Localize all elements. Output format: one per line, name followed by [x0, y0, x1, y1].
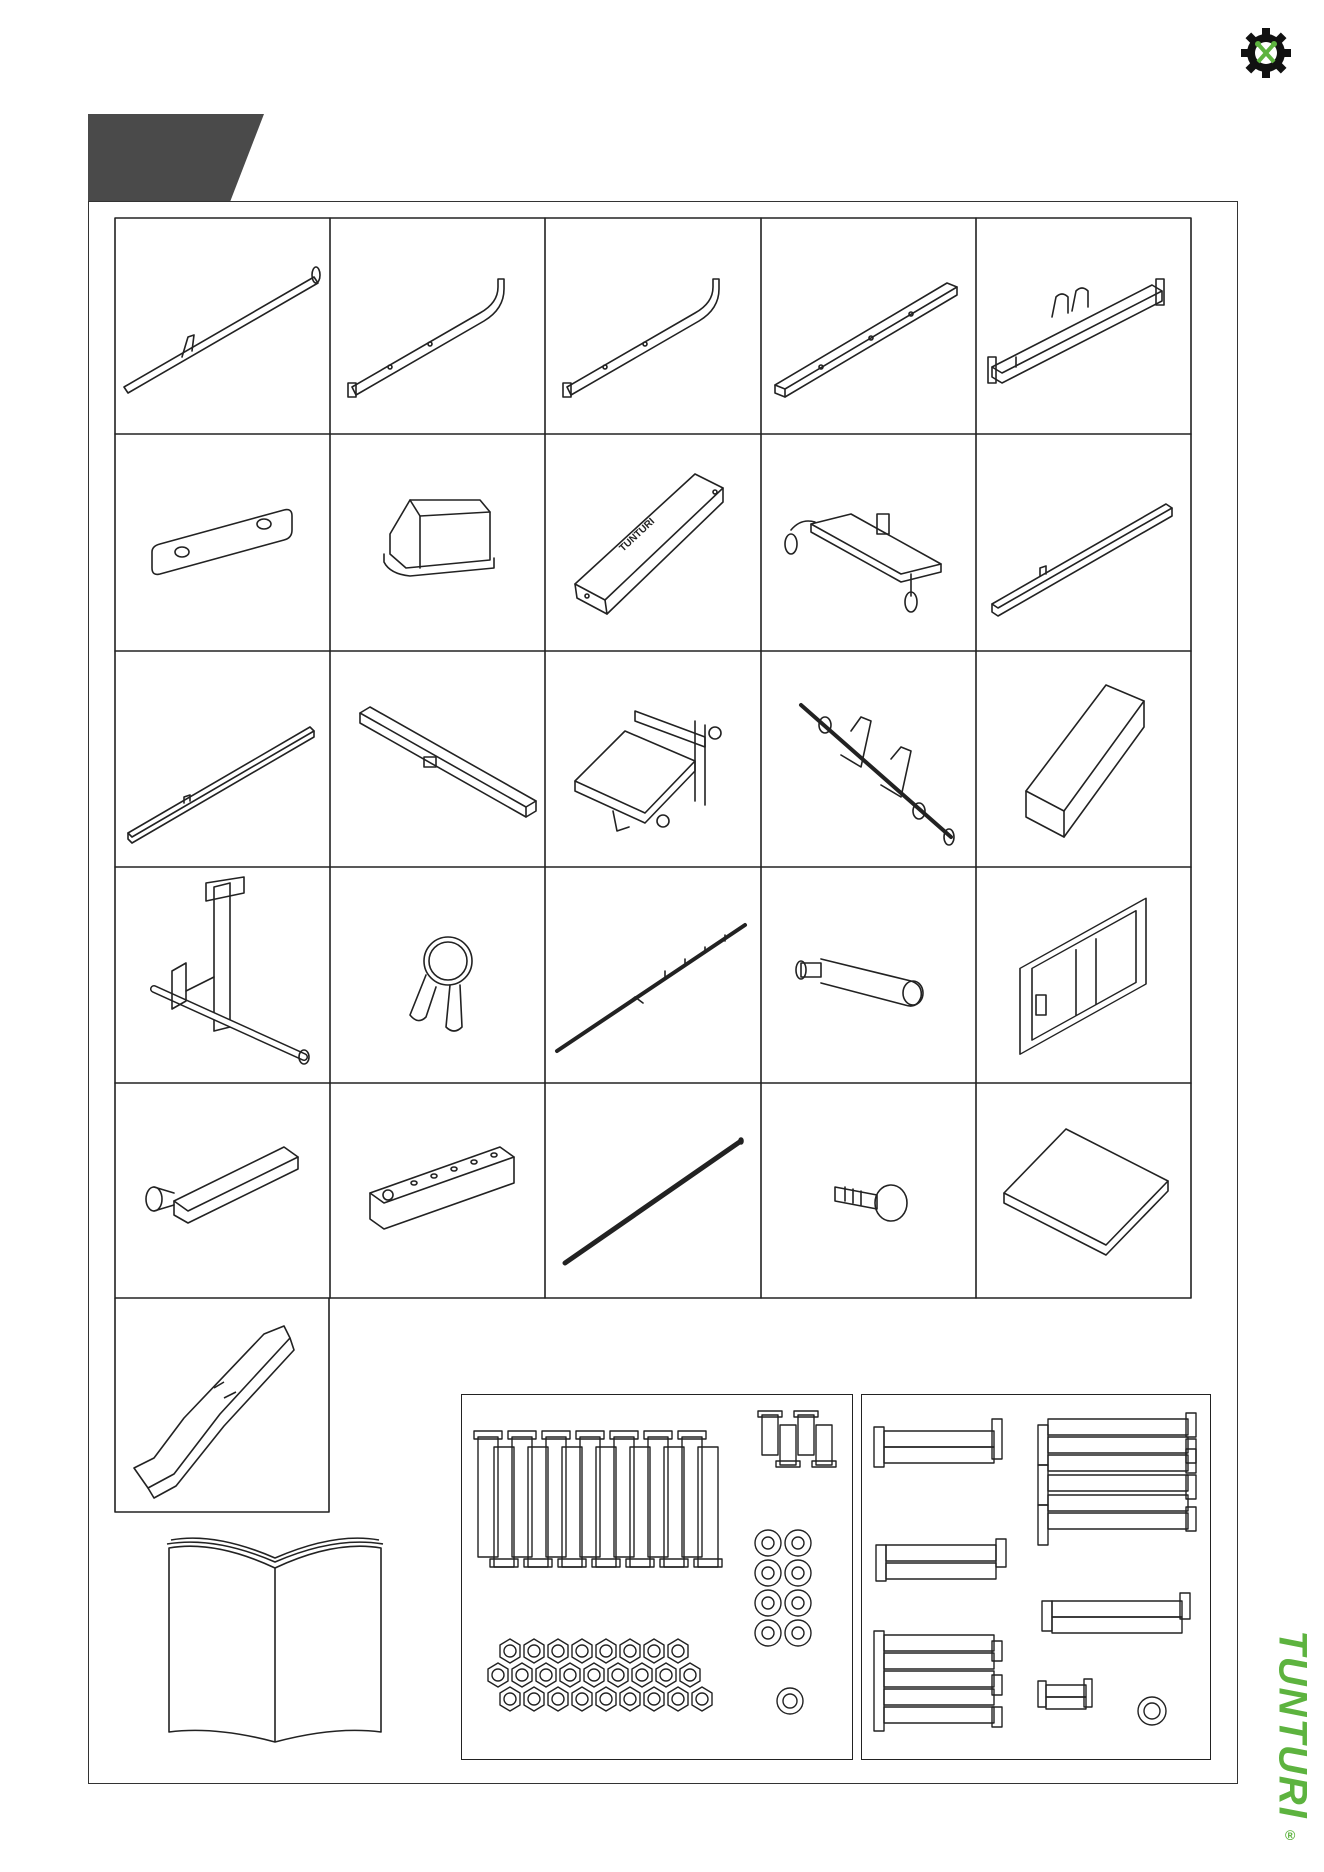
- part-holed-tube: [370, 1147, 514, 1229]
- part-barbell-holder: [801, 705, 954, 845]
- part-sleeve-handle: [796, 959, 923, 1006]
- part-cross-frame: [988, 279, 1164, 383]
- part-cell-angled-lever: [114, 1298, 330, 1513]
- part-plate: [152, 510, 292, 575]
- nut-set: [488, 1639, 712, 1711]
- bolt-group-c: [876, 1539, 1006, 1581]
- part-square-tube: [775, 283, 957, 397]
- washer-set: [755, 1530, 811, 1714]
- bolt-set: [474, 1431, 722, 1567]
- part-channel-beam: [360, 707, 536, 817]
- part-rack-frame: [1020, 898, 1146, 1054]
- svg-text:TUNTURI: TUNTURI: [617, 516, 658, 555]
- part-long-rod: [557, 925, 745, 1051]
- part-flat-pad: [1004, 1129, 1168, 1255]
- brand-logo: [1270, 1605, 1315, 1845]
- part-curved-bar: [348, 279, 504, 397]
- part-slotted-rail: [128, 727, 314, 843]
- bolt-group-a: [874, 1419, 1002, 1467]
- part-bar-with-bracket: [124, 267, 320, 393]
- short-bolt-set: [758, 1411, 836, 1467]
- part-slotted-rail: [992, 504, 1172, 616]
- part-axle-rod: [565, 1138, 743, 1263]
- part-tube-with-peg: [146, 1147, 298, 1223]
- part-seat-assembly: [575, 711, 721, 831]
- bolt-group-b: [1038, 1413, 1196, 1545]
- brand-logo-registered: ®: [1285, 1827, 1296, 1843]
- part-curved-bar: [563, 279, 719, 397]
- open-book-icon: [155, 1532, 395, 1747]
- washer: [1138, 1697, 1166, 1725]
- small-bolt: [1038, 1679, 1092, 1709]
- parts-grid: [114, 217, 1192, 1299]
- gear-wrench-icon: [1238, 22, 1294, 82]
- bolt-group-d: [874, 1631, 1002, 1731]
- part-handle-frame: [785, 514, 941, 612]
- part-spring-collar: [410, 937, 472, 1031]
- bolt-group-e: [1042, 1593, 1190, 1633]
- part-pop-pin-knob: [835, 1185, 907, 1221]
- part-cap: [384, 500, 494, 576]
- part-pad: [1026, 685, 1144, 837]
- hardware-box-2: [861, 1394, 1211, 1760]
- part-leg-stand: [154, 877, 309, 1064]
- brand-logo-text: TUNTURI: [1270, 1630, 1315, 1820]
- part-seat-panel: [575, 474, 723, 614]
- hardware-box-1: [461, 1394, 853, 1760]
- section-tab: [88, 114, 264, 202]
